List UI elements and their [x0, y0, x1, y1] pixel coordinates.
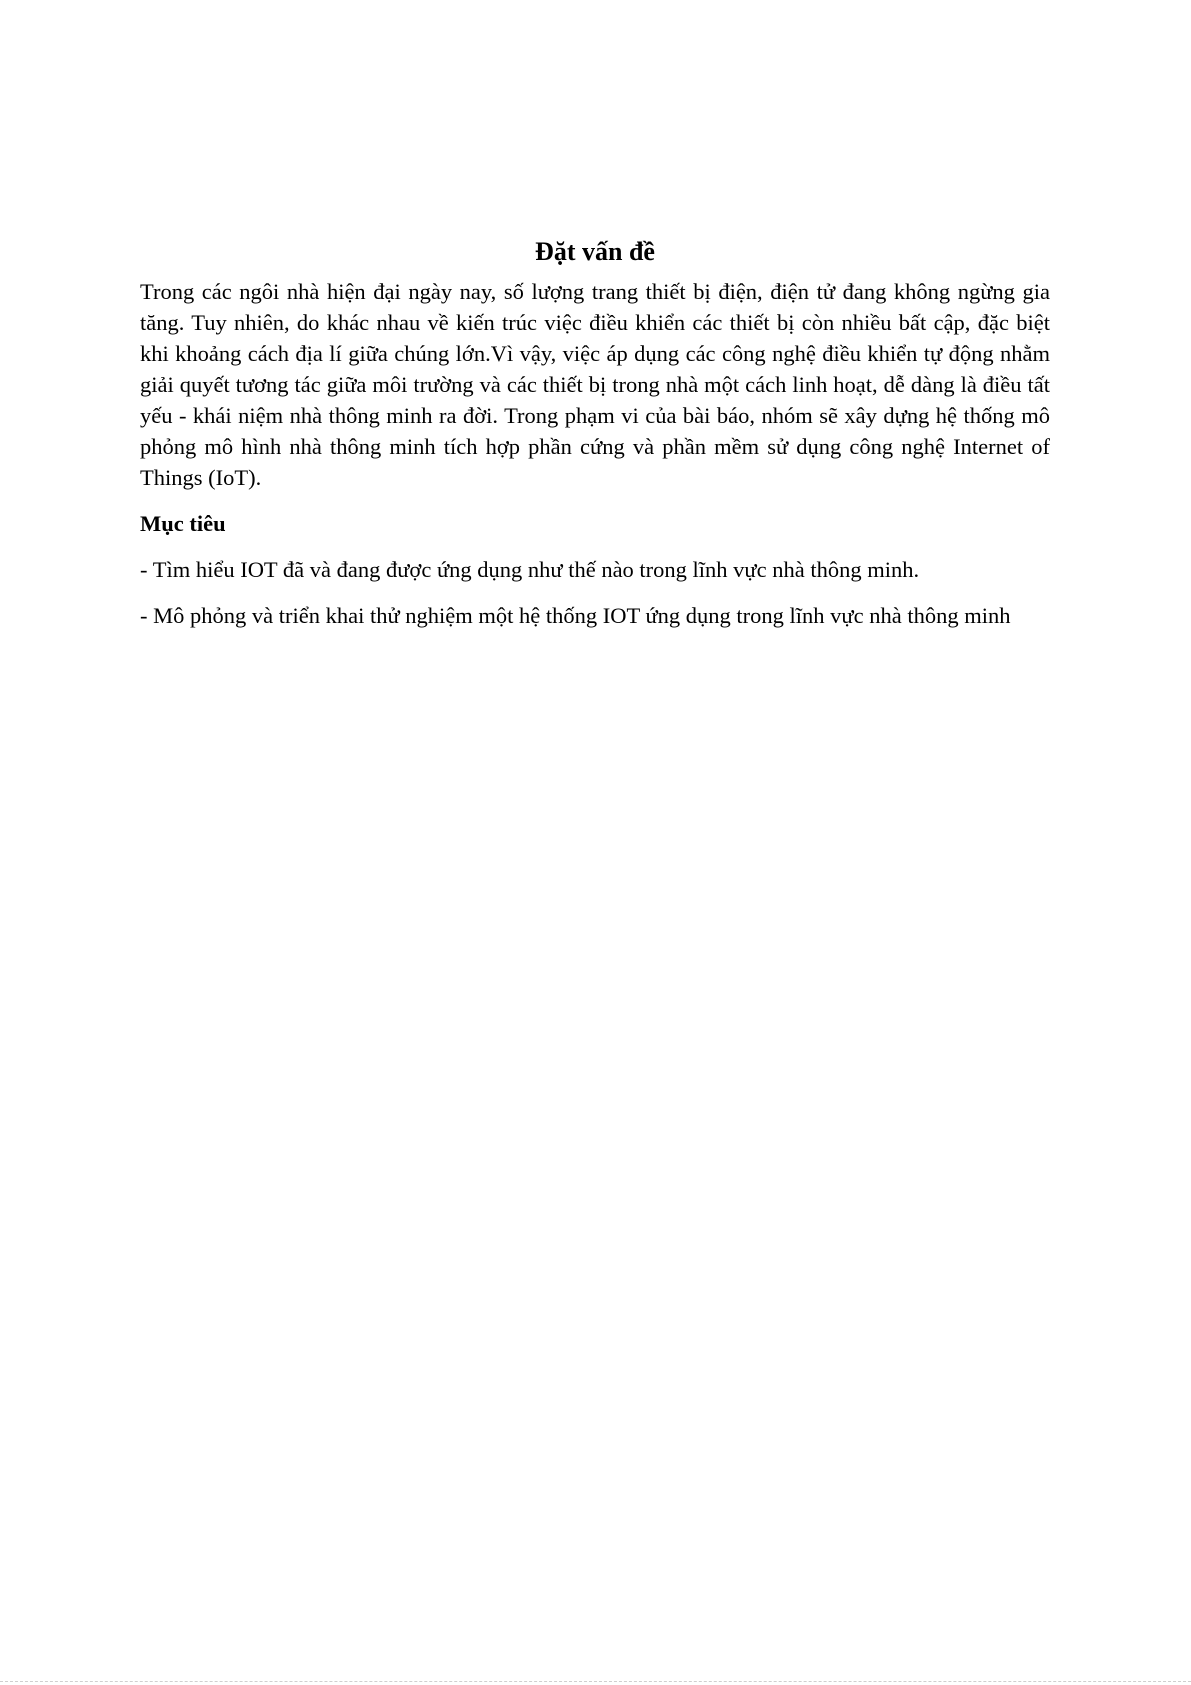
section-heading-objectives: Mục tiêu	[140, 511, 226, 536]
intro-paragraph: Trong các ngôi nhà hiện đại ngày nay, số lượng trang thiết bị điện, điện tử đang không ngừng gia tăng. Tuy nhiên, do khác nhau về kiến trúc việc điều khiển các thiết bị còn nhiều bất cập, đặc biệt khi khoảng cách địa lí giữa chúng lớn.Vì vậy, việc áp dụng các công nghệ điều khiển tự động nhằm giải quyết tương tác giữa môi trường và các thiết bị trong nhà một cách linh hoạt, dễ dàng là điều tất yếu - khái niệm nhà thông minh ra đời. Trong phạm vi của bài báo, nhóm sẽ xây dựng hệ thống mô phỏng mô hình nhà thông minh tích hợp phần cứng và phần mềm sử dụng công nghệ Internet of Things (IoT).	[140, 279, 1050, 490]
objective-item: - Mô phỏng và triển khai thử nghiệm một hệ thống IOT ứng dụng trong lĩnh vực nhà thông minh	[140, 603, 1011, 628]
document-body	[140, 228, 1050, 631]
objective-item: - Tìm hiểu IOT đã và đang được ứng dụng như thế nào trong lĩnh vực nhà thông minh.	[140, 557, 920, 582]
page-bottom-divider	[0, 1681, 1191, 1682]
page-title: Đặt vấn đề	[535, 237, 655, 266]
